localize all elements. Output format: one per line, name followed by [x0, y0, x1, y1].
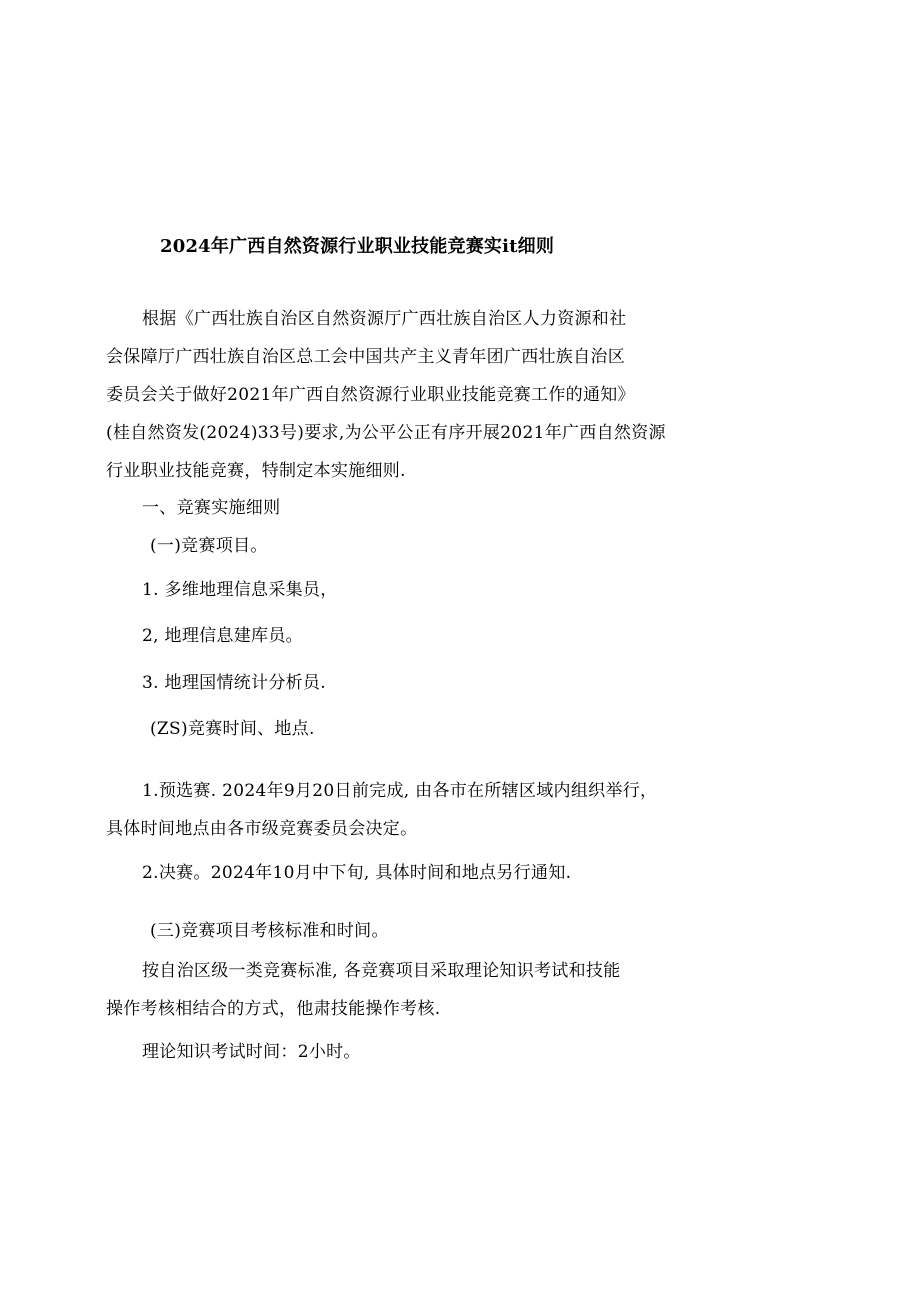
paragraph-line: 会保障厅广西壮族自治区总工会中国共产主义青年团广西壮族自治区	[106, 347, 625, 367]
subsection-heading: (ZS)竞赛时间、地点.	[150, 719, 315, 739]
subsection-heading: (三)竞赛项目考核标准和时间。	[150, 921, 389, 941]
list-item: 1. 多维地理信息采集员，	[142, 580, 338, 600]
section-heading: 一、竞赛实施细则	[142, 498, 281, 518]
document-title: 2024年广西自然资源行业职业技能竞赛实it细则	[160, 236, 555, 257]
list-item: 3. 地理国情统计分析员.	[142, 673, 326, 693]
paragraph-line: 行业职业技能竞赛，特制定本实施细则.	[106, 461, 406, 481]
paragraph-line: 操作考核相结合的方式，他肃技能操作考核.	[106, 999, 441, 1019]
subsection-heading: (一)竞赛项目。	[150, 536, 268, 556]
paragraph-line: 按自治区级一类竞赛标准, 各竞赛项目采取理论知识考试和技能	[142, 961, 621, 981]
paragraph-line: 理论知识考试时间：2小时。	[142, 1042, 361, 1062]
paragraph-line: 委员会关于做好2021年广西自然资源行业职业技能竞赛工作的通知》	[106, 385, 635, 405]
list-item: 2, 地理信息建库员。	[142, 626, 303, 646]
paragraph-line: 1.预选赛. 2024年9月20日前完成, 由各市在所辖区域内组织举行，	[142, 781, 658, 801]
paragraph-line: (桂自然资发(2024)33号)要求,为公平公正有序开展2021年广西自然资源	[106, 423, 666, 443]
paragraph-line: 具体时间地点由各市级竞赛委员会决定。	[106, 819, 418, 839]
paragraph-line: 根据《广西壮族自治区自然资源厅广西壮族自治区人力资源和社	[142, 309, 627, 329]
paragraph-line: 2.决赛。2024年10月中下旬, 具体时间和地点另行通知.	[142, 863, 572, 883]
